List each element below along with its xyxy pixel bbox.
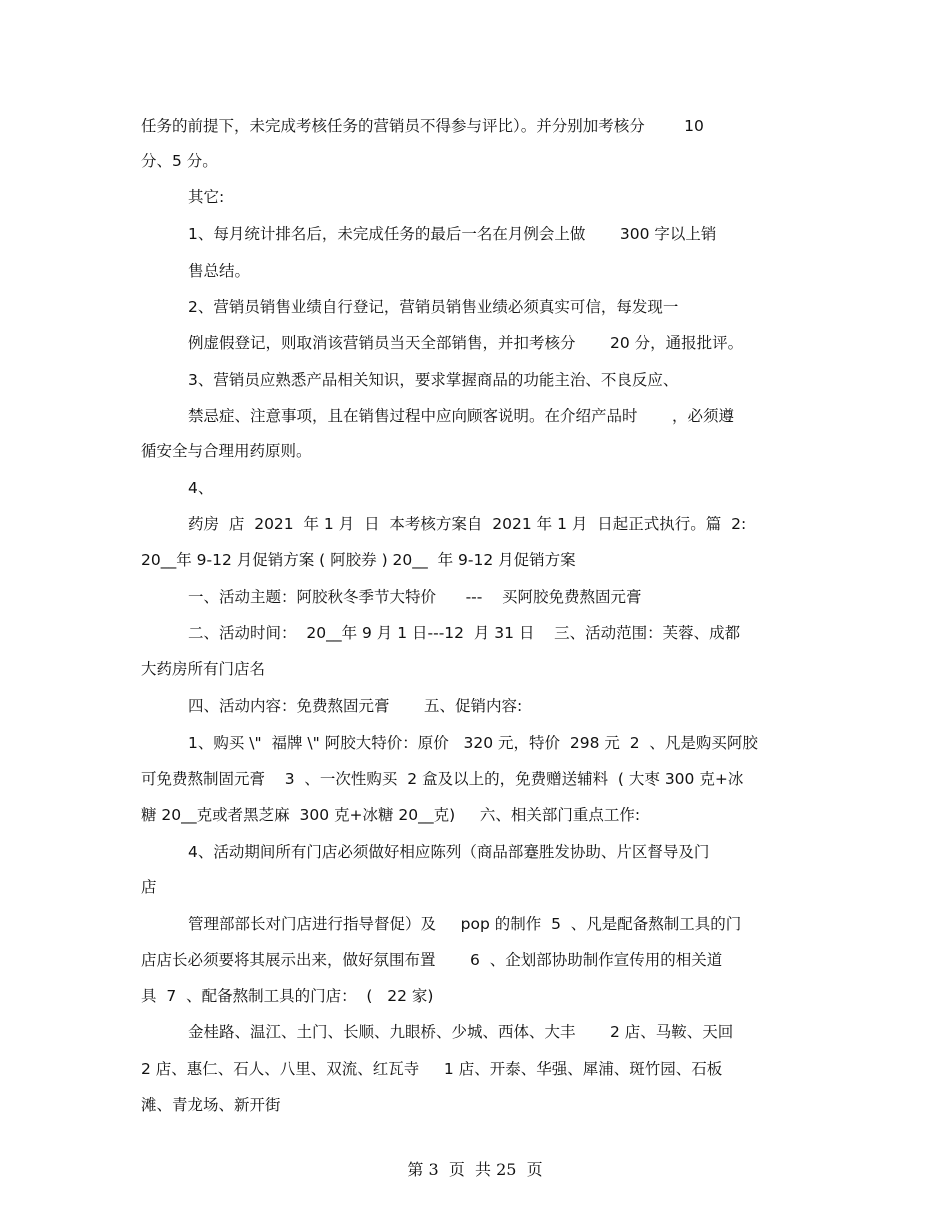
text-line: 4、活动期间所有门店必须做好相应陈列（商品部蹇胜发协助、片区督导及门 (188, 843, 710, 861)
text-line: 药房 店 2021 年 1 月 日 本考核方案自 2021 年 1 月 日起正式执行。篇 2: (188, 515, 747, 533)
text-line: 20__年 9-12 月促销方案 ( 阿胶券 ) 20__ 年 9-12 月促销方案 (141, 551, 576, 569)
text-line: 四、活动内容：免费熬固元膏 五、促销内容: (188, 697, 523, 715)
text-line: 具 7 、配备熬制工具的门店： ( 22 家) (141, 987, 434, 1005)
text-line: 1、购买 \" 福牌 \" 阿胶大特价：原价 320 元，特价 298 元 2 、凡是购买阿胶 (188, 734, 758, 752)
text-line: 店 (141, 878, 157, 896)
text-line: 4、 (188, 479, 214, 497)
text-line: 店店长必须要将其展示出来，做好氛围布置 6 、企划部协助制作宣传用的相关道 (141, 951, 723, 969)
text-line: 2、营销员销售业绩自行登记，营销员销售业绩必须真实可信，每发现一 (188, 298, 679, 316)
text-line: 例虚假登记，则取消该营销员当天全部销售，并扣考核分 20 分，通报批评。 (188, 334, 744, 352)
text-line: 分、5 分。 (141, 152, 218, 170)
text-line: 滩、青龙场、新开街 (141, 1096, 281, 1114)
text-line: 可免费熬制固元膏 3 、一次性购买 2 盒及以上的，免费赠送辅料 ( 大枣 300 克+冰 (141, 770, 744, 788)
text-line: 禁忌症、注意事项，且在销售过程中应向顾客说明。在介绍产品时 ，必须遵 (188, 407, 734, 425)
text-line: 1、每月统计排名后，未完成任务的最后一名在月例会上做 300 字以上销 (188, 225, 717, 243)
text-line: 任务的前提下，未完成考核任务的营销员不得参与评比）。并分别加考核分 10 (141, 117, 704, 135)
text-line: 循安全与合理用药原则。 (141, 442, 312, 460)
text-line: 2 店、惠仁、石人、八里、双流、红瓦寺 1 店、开泰、华强、犀浦、斑竹园、石板 (141, 1060, 723, 1078)
text-line: 其它: (188, 188, 225, 206)
page-footer: 第 3 页 共 25 页 (407, 1160, 543, 1179)
text-line: 管理部部长对门店进行指导督促）及 pop 的制作 5 、凡是配备熬制工具的门 (188, 915, 742, 933)
text-line: 金桂路、温江、土门、长顺、九眼桥、少城、西体、大丰 2 店、马鞍、天回 (188, 1023, 734, 1041)
text-line: 3、营销员应熟悉产品相关知识，要求掌握商品的功能主治、不良反应、 (188, 371, 679, 389)
text-line: 二、活动时间： 20__年 9 月 1 日---12 月 31 日 三、活动范围：芙蓉、成都 (188, 624, 741, 642)
text-line: 糖 20__克或者黑芝麻 300 克+冰糖 20__克) 六、相关部门重点工作: (141, 806, 641, 824)
text-line: 大药房所有门店名 (141, 660, 266, 678)
text-line: 一、活动主题：阿胶秋冬季节大特价 --- 买阿胶免费熬固元膏 (188, 588, 642, 606)
text-line: 售总结。 (188, 262, 251, 280)
